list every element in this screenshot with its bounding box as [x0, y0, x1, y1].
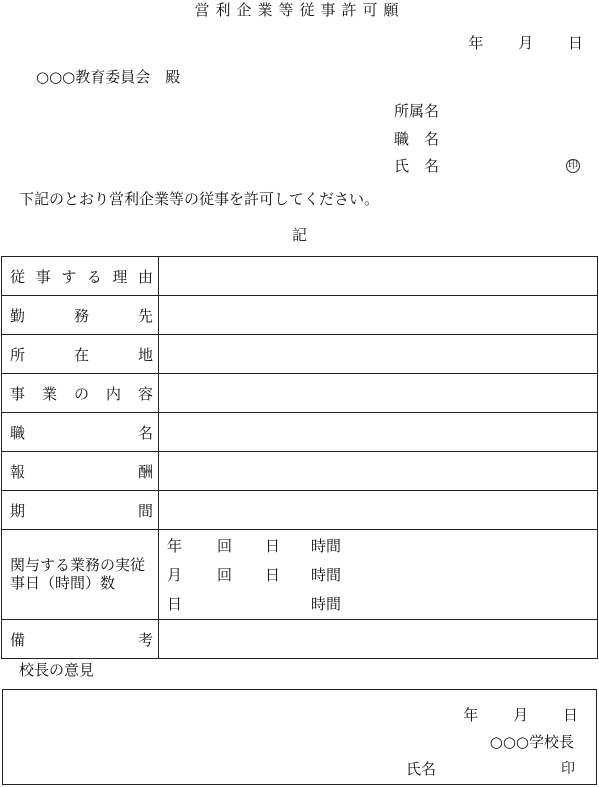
school-principal-title: ○○○学校長	[489, 733, 574, 751]
label-char: 由	[137, 267, 153, 286]
principal-opinion-heading: 校長の意見	[19, 661, 95, 679]
table-row	[2, 452, 598, 491]
principal-seal-icon: 印	[561, 761, 575, 777]
involvement-unit	[217, 593, 265, 614]
table-row-remarks	[2, 620, 598, 659]
table-row-involvement	[2, 530, 598, 620]
label-char: 考	[137, 630, 153, 649]
addressee: ○○○教育委員会 殿	[36, 68, 181, 86]
request-text: 下記のとおり営利企業等の従事を許可してください。	[19, 190, 380, 208]
label-char: す	[61, 267, 77, 286]
row-label	[2, 413, 159, 452]
involvement-unit: 日	[265, 537, 281, 555]
label-char: の	[73, 384, 89, 403]
principal-name-label: 氏名	[406, 760, 437, 778]
involvement-unit: 時間	[311, 566, 342, 584]
row-label	[2, 296, 159, 335]
table-row	[2, 257, 598, 296]
label-char: 務	[73, 306, 89, 325]
row-value[interactable]	[159, 335, 598, 374]
label-char: 先	[137, 306, 153, 325]
involvement-label: 関与する業務の実従 事日（時間）数	[2, 530, 159, 620]
row-value[interactable]	[159, 296, 598, 335]
table-row	[2, 491, 598, 530]
label-char: 所	[10, 345, 26, 364]
application-date	[438, 36, 583, 51]
label-char: 容	[137, 384, 153, 403]
row-label	[2, 257, 159, 296]
remarks-label	[2, 620, 159, 659]
involvement-unit: 日	[167, 595, 183, 613]
date-day: 日	[567, 34, 583, 52]
row-label	[2, 335, 159, 374]
row-value[interactable]	[159, 491, 598, 530]
row-value[interactable]	[159, 374, 598, 413]
label-char: 内	[105, 384, 121, 403]
row-value[interactable]	[159, 413, 598, 452]
table-row	[2, 296, 598, 335]
involvement-unit	[265, 593, 311, 614]
row-value[interactable]	[159, 257, 598, 296]
label-char: 事	[10, 384, 26, 403]
involvement-unit: 回	[217, 566, 233, 584]
label-char: 業	[41, 384, 57, 403]
application-table	[1, 256, 598, 659]
label-char: 名	[137, 423, 153, 442]
row-label	[2, 452, 159, 491]
table-row	[2, 413, 598, 452]
table-row	[2, 374, 598, 413]
involvement-unit: 時間	[311, 595, 342, 613]
date-month: 月	[518, 34, 534, 52]
label-char: 酬	[137, 462, 153, 481]
label-char: 地	[137, 345, 153, 364]
position-label: 職 名	[394, 130, 440, 148]
label-char: 備	[10, 630, 26, 649]
label-char: 期	[10, 501, 26, 520]
label-char: 理	[112, 267, 128, 286]
ki-heading: 記	[292, 226, 308, 244]
principal-opinion-box[interactable]	[2, 689, 597, 785]
remarks-value[interactable]	[159, 620, 598, 659]
involvement-unit: 時間	[311, 537, 342, 555]
label-char: 勤	[10, 306, 26, 325]
name-label: 氏 名	[394, 157, 440, 175]
label-char: 従	[10, 267, 26, 286]
row-label	[2, 374, 159, 413]
label-char: 在	[73, 345, 89, 364]
label-char: る	[86, 267, 102, 286]
label-char: 職	[10, 423, 26, 442]
involvement-unit: 月	[167, 566, 183, 584]
involvement-unit: 日	[265, 566, 281, 584]
label-char: 間	[137, 501, 153, 520]
involvement-unit: 年	[167, 537, 183, 555]
involvement-unit: 回	[217, 537, 233, 555]
date-year: 年	[468, 34, 484, 52]
row-label	[2, 491, 159, 530]
seal-icon: 印	[568, 160, 578, 171]
involvement-value[interactable]	[159, 530, 598, 620]
label-char: 事	[35, 267, 51, 286]
principal-date: 年 月 日	[463, 706, 578, 724]
table-row	[2, 335, 598, 374]
affiliation-label: 所属名	[394, 102, 440, 120]
row-value[interactable]	[159, 452, 598, 491]
label-char: 報	[10, 462, 26, 481]
document-title: 営利企業等従事許可願	[194, 1, 405, 19]
